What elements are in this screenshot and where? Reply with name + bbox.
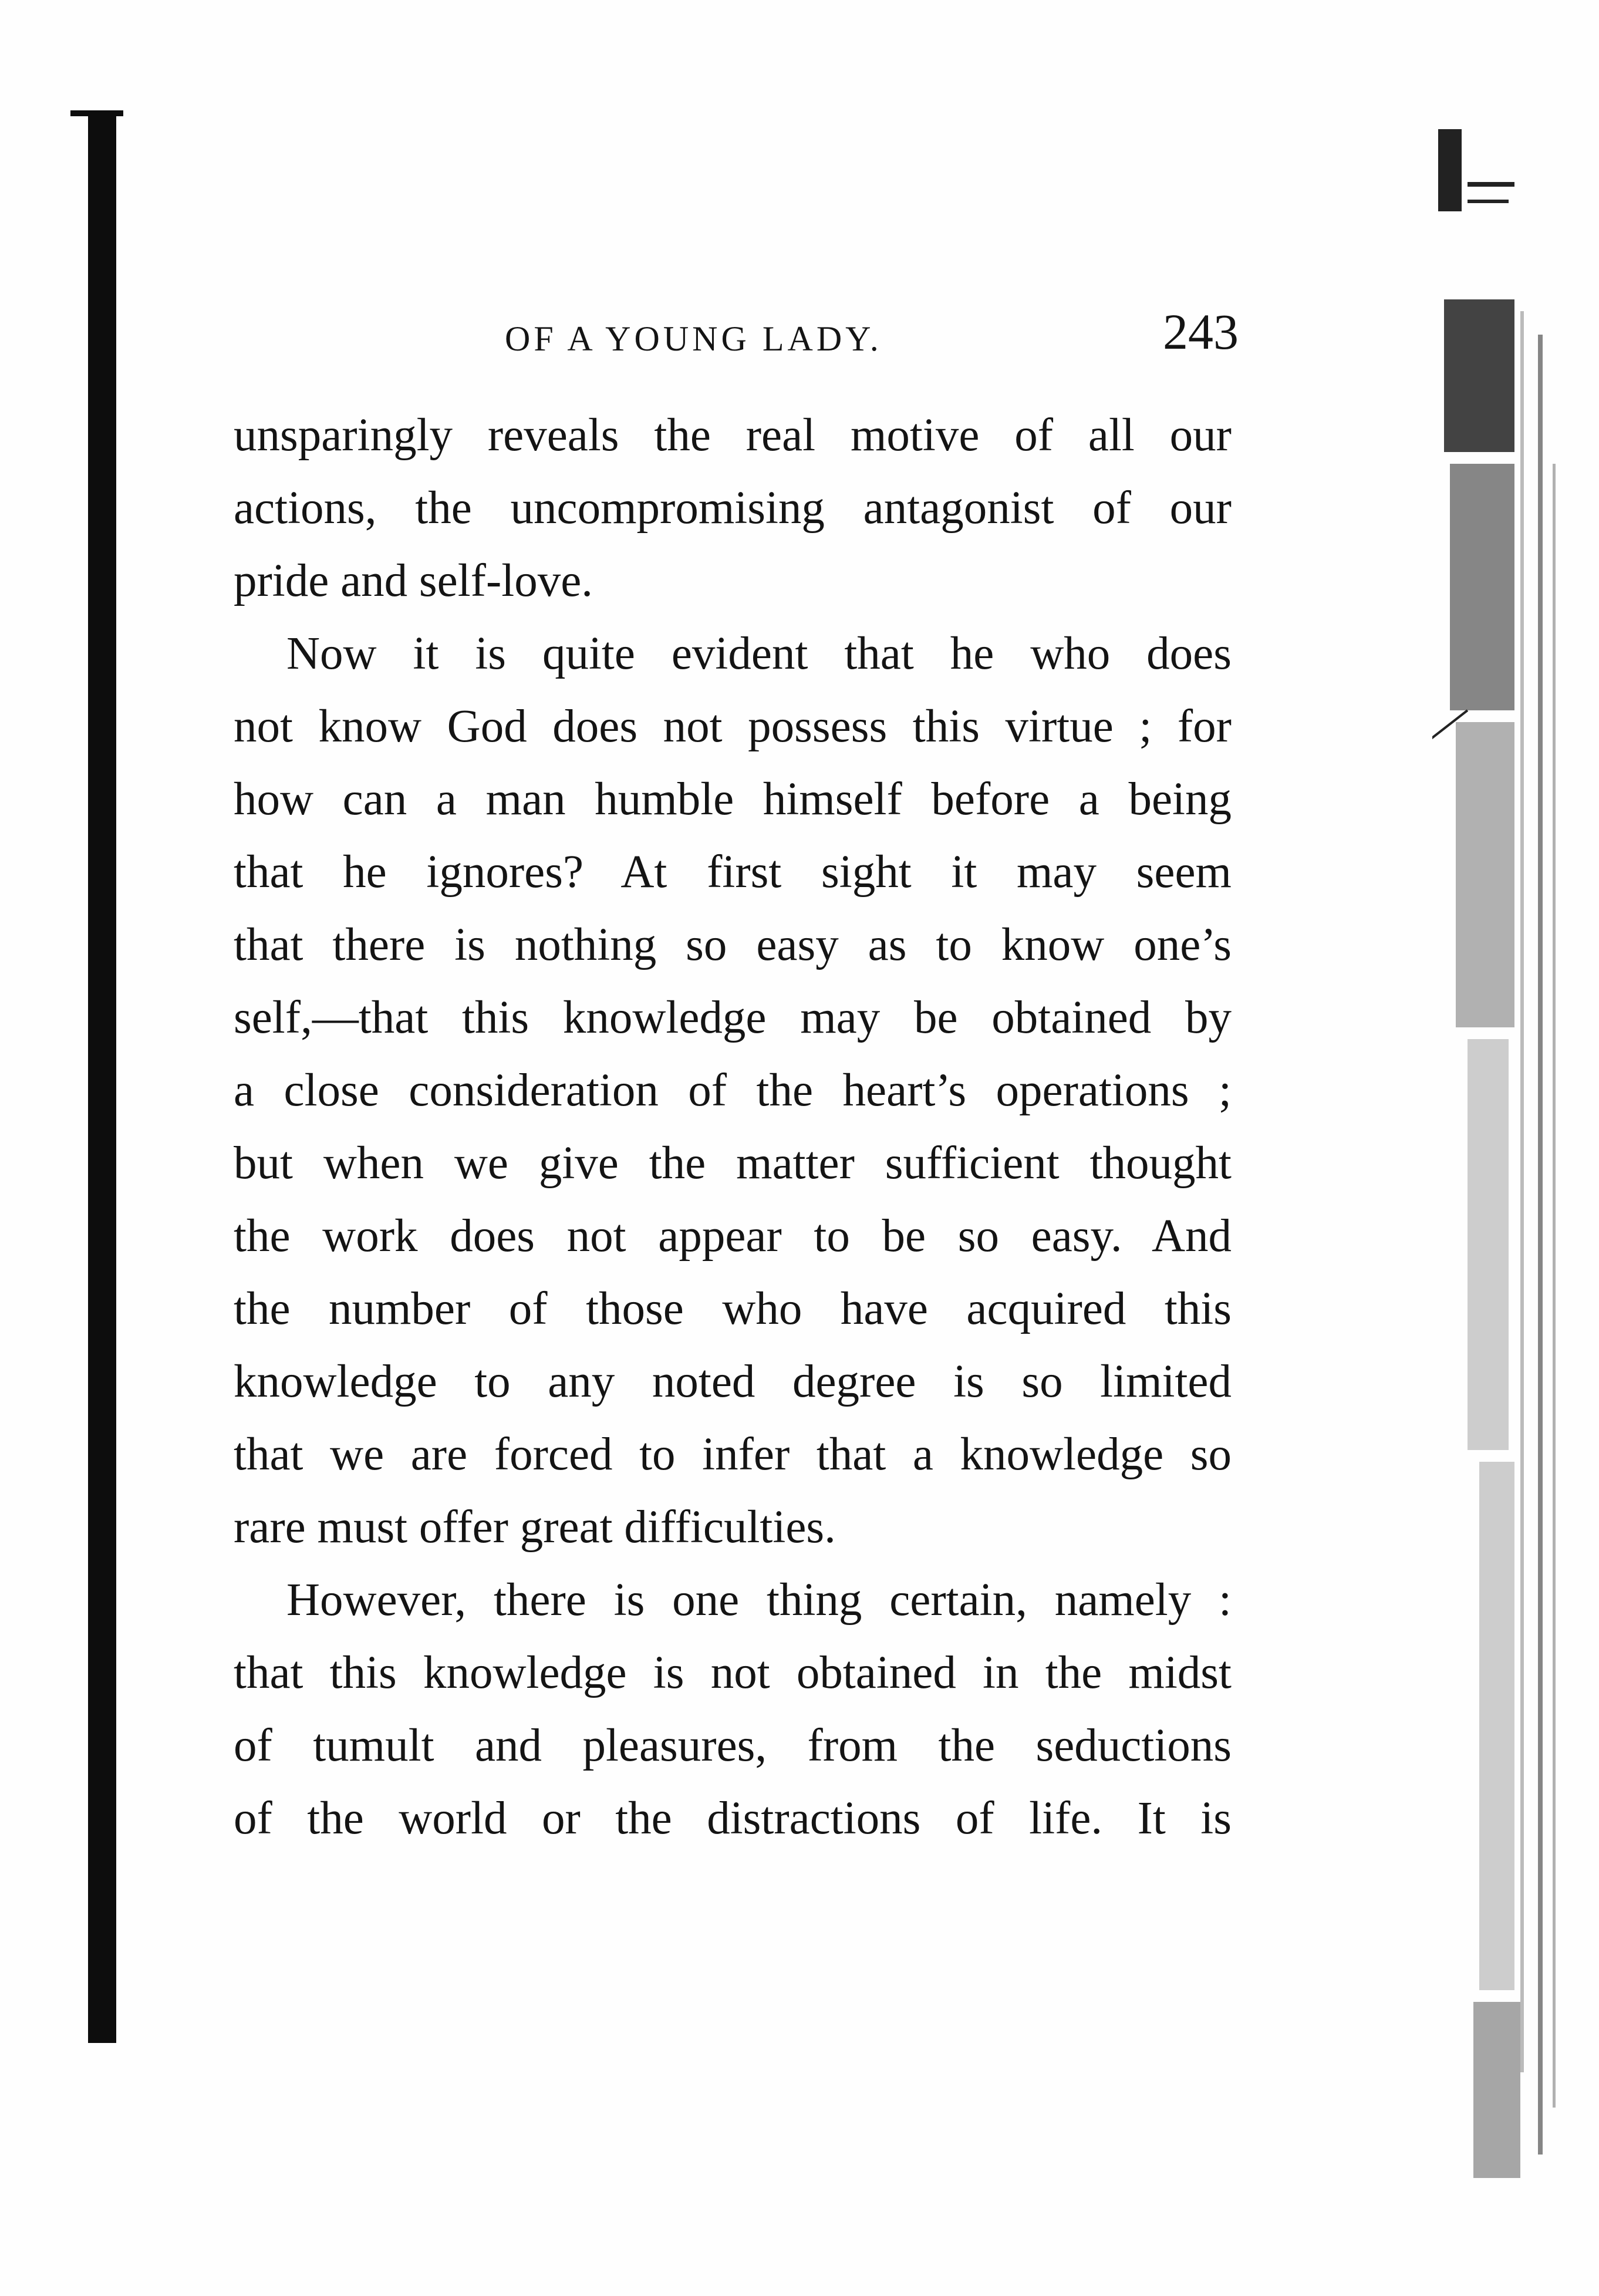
text-line: that there is nothing so easy as to know one’s [234, 919, 1232, 970]
text-line: of the world or the distractions of life. It is [234, 1793, 1232, 1844]
text-line: unsparingly reveals the real motive of all our [234, 410, 1232, 461]
text-line: rare must offer great difficulties. [234, 1502, 836, 1553]
text-line: how can a man humble himself before a being [234, 774, 1232, 825]
text-line: the number of those who have acquired this [234, 1283, 1232, 1334]
binding-edge-rule [88, 112, 116, 2043]
text-line: self,—that this knowledge may be obtained by [234, 992, 1232, 1043]
text-line: pride and self-love. [234, 555, 593, 606]
text-line: of tumult and pleasures, from the seductions [234, 1720, 1232, 1771]
text-line: Now it is quite evident that he who does [286, 628, 1232, 679]
body-text [234, 399, 1232, 1855]
text-line: actions, the uncompromising antagonist of our [234, 483, 1232, 534]
text-line: a close consideration of the heart’s operations ; [234, 1065, 1232, 1116]
text-line: that we are forced to infer that a knowledge so [234, 1429, 1232, 1480]
text-line: However, there is one thing certain, namely : [286, 1575, 1232, 1626]
text-line: the work does not appear to be so easy. And [234, 1211, 1232, 1262]
scanned-page-edge [1432, 112, 1567, 2201]
text-line: but when we give the matter sufficient thought [234, 1138, 1232, 1189]
text-line: that he ignores? At first sight it may seem [234, 847, 1232, 898]
page-number: 243 [1163, 304, 1239, 360]
text-line: not know God does not possess this virtue ; for [234, 701, 1232, 752]
running-head: OF A YOUNG LADY. [505, 319, 882, 358]
text-line: knowledge to any noted degree is so limited [234, 1356, 1232, 1407]
text-line: that this knowledge is not obtained in the midst [234, 1647, 1232, 1698]
page-header [229, 302, 1239, 373]
